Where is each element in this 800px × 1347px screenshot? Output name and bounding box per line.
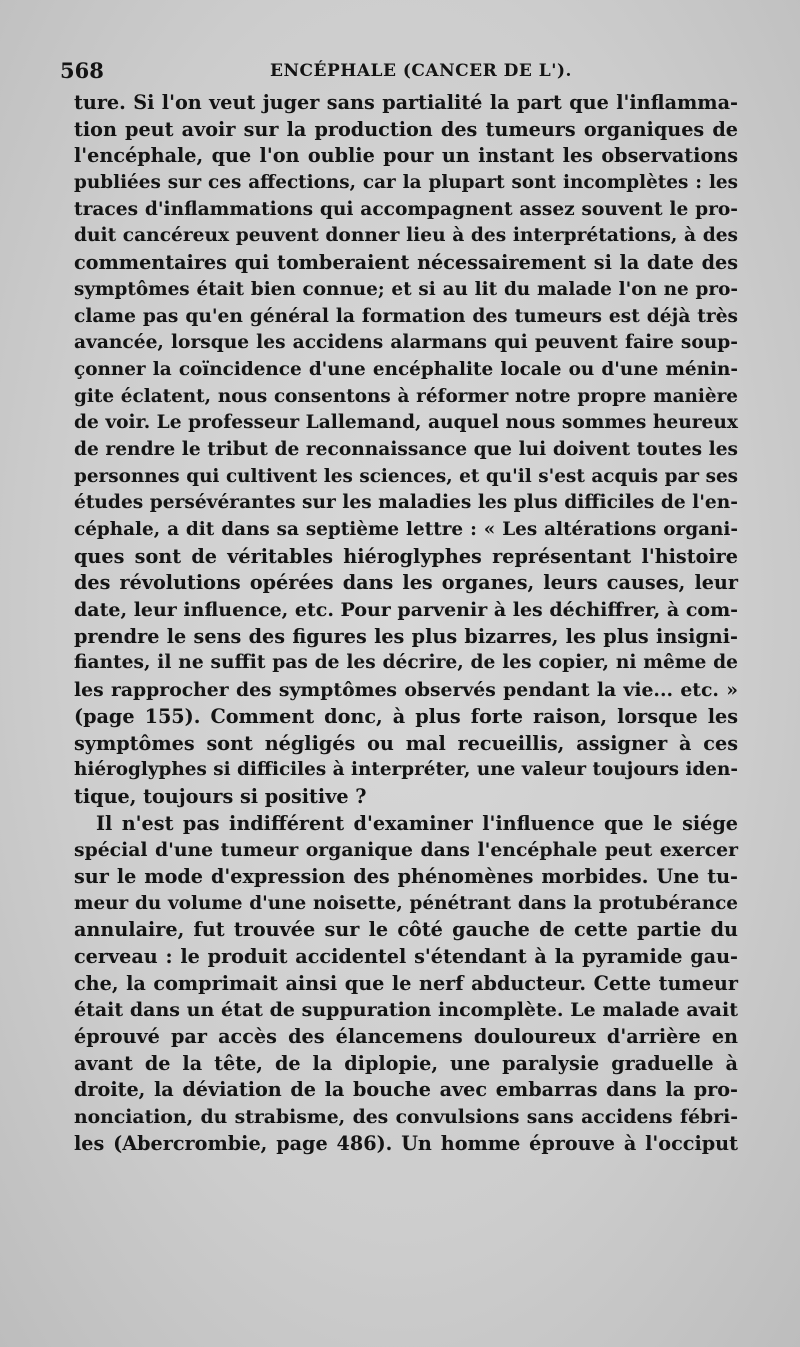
text-line: annulaire, fut trouvée sur le côté gauche de cette partie du [74,918,738,942]
text-line: sur le mode d'expression des phénomènes morbides. Une tu- [74,864,738,888]
text-line: des révolutions opérées dans les organes, leurs causes, leur [74,571,738,595]
text-line: personnes qui cultivent les sciences, et qu'il s'est acquis par ses [74,465,738,487]
page-number: 568 [60,58,104,83]
text-line: ques sont de véritables hiéroglyphes représentant l'histoire [74,544,738,568]
text-line: spécial d'une tumeur organique dans l'encéphale peut exercer [74,839,738,862]
text-line: prendre le sens des figures les plus bizarres, les plus insigni- [74,624,738,648]
text-line: nonciation, du strabisme, des convulsions sans accidens fébri- [74,1106,738,1129]
text-line: cerveau : le produit accidentel s'étendant à la pyramide gau- [74,945,738,968]
text-line: commentaires qui tomberaient nécessairement si la date des [74,251,738,275]
text-line: gite éclatent, nous consentons à réformer notre propre manière [74,385,738,407]
text-line: fiantes, il ne suffit pas de les décrire, de les copier, ni même de [74,652,738,674]
body-text [74,90,738,1158]
text-line: avancée, lorsque les accidens alarmans qui peuvent faire soup- [74,332,738,354]
text-line: tion peut avoir sur la production des tumeurs organiques de [74,117,738,141]
text-line: meur du volume d'une noisette, pénétrant dans la protubérance [74,892,738,914]
text-line: date, leur influence, etc. Pour parvenir à les déchiffrer, à com- [74,599,739,622]
text-line: céphale, a dit dans sa septième lettre : « Les altérations organi- [74,519,738,540]
text-line: avant de la tête, de la diplopie, une paralysie graduelle à [74,1051,738,1075]
paragraph-2 [74,811,738,1158]
text-line: symptômes sont négligés ou mal recueillis, assigner à ces [74,731,738,755]
text-line: ture. Si l'on veut juger sans partialité la part que l'inflamma- [74,91,738,114]
text-line: tique, toujours si positive ? [74,784,367,808]
text-line: les (Abercrombie, page 486). Un homme éprouve à l'occiput [74,1131,738,1155]
text-line: droite, la déviation de la bouche avec embarras dans la pro- [74,1078,738,1102]
text-line: éprouvé par accès des élancemens douloureux d'arrière en [74,1025,738,1049]
text-line: était dans un état de suppuration incomplète. Le malade avait [74,999,738,1022]
text-line: l'encéphale, que l'on oublie pour un instant les observations [74,144,738,168]
text-line: de voir. Le professeur Lallemand, auquel nous sommes heureux [74,412,738,434]
text-line: symptômes était bien connue; et si au lit du malade l'on ne pro- [74,278,738,300]
text-line: çonner la coïncidence d'une encéphalite locale ou d'une ménin- [74,358,738,380]
text-line: clame pas qu'en général la formation des tumeurs est déjà très [74,305,738,327]
text-line: traces d'inflammations qui accompagnent assez souvent le pro- [74,198,738,220]
text-line: de rendre le tribut de reconnaissance que lui doivent toutes les [74,438,738,460]
paragraph-1 [74,90,738,811]
text-line: che, la comprimait ainsi que le nerf abducteur. Cette tumeur [74,971,738,995]
text-line: publiées sur ces affections, car la plupart sont incomplètes : les [74,172,738,194]
text-line: duit cancéreux peuvent donner lieu à des interprétations, à des [74,225,738,247]
text-line: hiéroglyphes si difficiles à interpréter, une valeur toujours iden- [74,759,738,781]
page-header [60,56,730,86]
text-line: études persévérantes sur les maladies les plus difficiles de l'en- [74,492,738,514]
text-line: les rapprocher des symptômes observés pendant la vie... etc. » [74,679,738,702]
text-line: Il n'est pas indifférent d'examiner l'influence que le siége [96,811,738,835]
text-line: (page 155). Comment donc, à plus forte raison, lorsque les [74,704,738,728]
running-head: ENCÉPHALE (CANCER DE L'). [270,61,572,81]
